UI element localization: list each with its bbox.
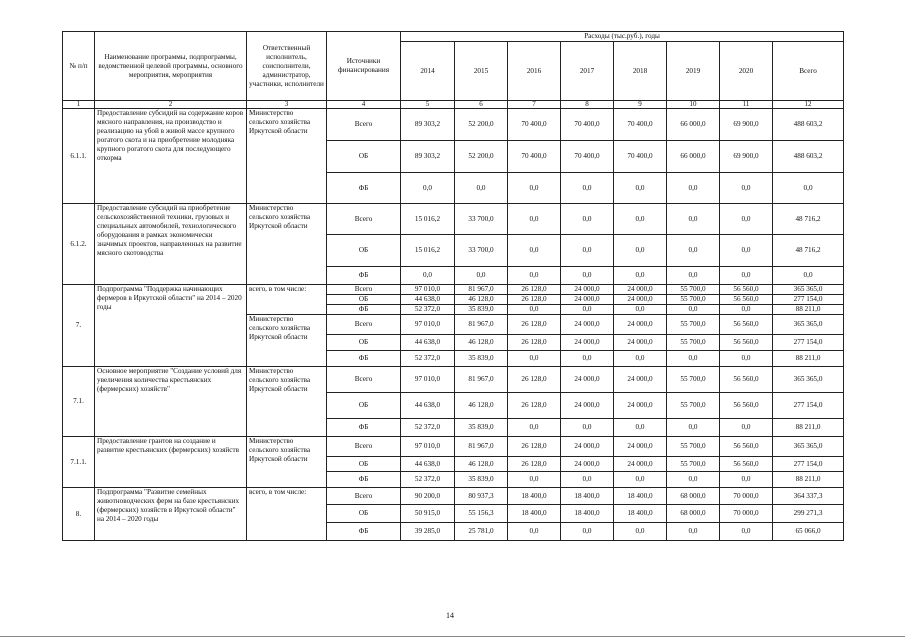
year-value: 0,0 <box>508 204 561 235</box>
year-value: 0,0 <box>614 235 667 267</box>
year-value: 0,0 <box>720 235 773 267</box>
year-value: 0,0 <box>508 351 561 367</box>
year-value: 18 400,0 <box>508 505 561 523</box>
funding-source: Всего <box>327 488 401 505</box>
year-value: 0,0 <box>455 173 508 204</box>
year-value: 69 900,0 <box>720 141 773 173</box>
column-numbers-row <box>63 101 844 109</box>
row-number: 6.1.2. <box>63 204 95 285</box>
year-value: 56 560,0 <box>720 367 773 393</box>
year-value: 0,0 <box>561 235 614 267</box>
year-value: 0,0 <box>720 419 773 437</box>
year-value: 56 560,0 <box>720 393 773 419</box>
year-value: 0,0 <box>667 173 720 204</box>
funding-source: ФБ <box>327 173 401 204</box>
year-value: 24 000,0 <box>561 285 614 295</box>
year-value: 18 400,0 <box>614 488 667 505</box>
year-value: 18 400,0 <box>561 488 614 505</box>
funding-source: ОБ <box>327 457 401 472</box>
funding-source: ФБ <box>327 351 401 367</box>
header-year: 2016 <box>508 42 561 101</box>
year-value: 52 372,0 <box>401 305 455 315</box>
total-value: 88 211,0 <box>773 472 844 488</box>
year-value: 24 000,0 <box>614 437 667 457</box>
year-value: 44 638,0 <box>401 295 455 305</box>
year-value: 0,0 <box>561 173 614 204</box>
year-value: 26 128,0 <box>508 437 561 457</box>
column-number: 3 <box>247 101 327 109</box>
total-value: 48 716,2 <box>773 235 844 267</box>
table-row <box>63 367 844 393</box>
column-number: 1 <box>63 101 95 109</box>
year-value: 52 372,0 <box>401 419 455 437</box>
year-value: 55 700,0 <box>667 437 720 457</box>
year-value: 97 010,0 <box>401 367 455 393</box>
year-value: 0,0 <box>561 472 614 488</box>
year-value: 26 128,0 <box>508 367 561 393</box>
year-value: 55 700,0 <box>667 457 720 472</box>
year-value: 24 000,0 <box>614 457 667 472</box>
year-value: 0,0 <box>508 419 561 437</box>
header-year: 2020 <box>720 42 773 101</box>
year-value: 44 638,0 <box>401 457 455 472</box>
year-value: 0,0 <box>561 523 614 541</box>
year-value: 52 200,0 <box>455 109 508 141</box>
year-value: 0,0 <box>401 173 455 204</box>
year-value: 56 560,0 <box>720 335 773 351</box>
row-responsible: Министерство сельского хозяйства Иркутской области <box>247 109 327 204</box>
column-number: 6 <box>455 101 508 109</box>
funding-source: Всего <box>327 109 401 141</box>
total-value: 488 603,2 <box>773 141 844 173</box>
year-value: 55 700,0 <box>667 285 720 295</box>
total-value: 0,0 <box>773 267 844 285</box>
year-value: 55 156,3 <box>455 505 508 523</box>
year-value: 97 010,0 <box>401 437 455 457</box>
funding-source: Всего <box>327 204 401 235</box>
year-value: 52 200,0 <box>455 141 508 173</box>
year-value: 35 839,0 <box>455 351 508 367</box>
total-value: 88 211,0 <box>773 419 844 437</box>
row-name: Предоставление субсидий на приобретение сельскохозяйственной техники, грузовых и специальных автомобилей, технологического оборудования в рамках экономически значимых проектов, направленных на развитие мясного скотоводства <box>95 204 247 285</box>
year-value: 24 000,0 <box>614 295 667 305</box>
year-value: 26 128,0 <box>508 295 561 305</box>
page-number: 14 <box>446 611 454 620</box>
year-value: 26 128,0 <box>508 335 561 351</box>
year-value: 26 128,0 <box>508 393 561 419</box>
table-body <box>63 109 844 541</box>
row-name: Основное мероприятие "Создание условий для увеличения количества крестьянских (фермерских) хозяйств" <box>95 367 247 437</box>
year-value: 55 700,0 <box>667 367 720 393</box>
year-value: 70 400,0 <box>561 141 614 173</box>
year-value: 0,0 <box>720 305 773 315</box>
row-number: 8. <box>63 488 95 541</box>
funding-source: Всего <box>327 437 401 457</box>
year-value: 66 000,0 <box>667 141 720 173</box>
funding-source: ФБ <box>327 523 401 541</box>
total-value: 277 154,0 <box>773 457 844 472</box>
total-value: 277 154,0 <box>773 295 844 305</box>
row-number: 7.1.1. <box>63 437 95 488</box>
year-value: 89 303,2 <box>401 141 455 173</box>
year-value: 70 000,0 <box>720 488 773 505</box>
year-value: 0,0 <box>561 305 614 315</box>
year-value: 70 400,0 <box>614 109 667 141</box>
year-value: 70 400,0 <box>508 141 561 173</box>
funding-source: Всего <box>327 315 401 335</box>
year-value: 0,0 <box>614 419 667 437</box>
funding-source: ОБ <box>327 335 401 351</box>
year-value: 81 967,0 <box>455 285 508 295</box>
year-value: 70 400,0 <box>561 109 614 141</box>
table-row <box>63 285 844 295</box>
year-value: 33 700,0 <box>455 235 508 267</box>
column-number: 10 <box>667 101 720 109</box>
year-value: 39 285,0 <box>401 523 455 541</box>
row-responsible: Министерство сельского хозяйства Иркутской области <box>247 315 327 367</box>
year-value: 0,0 <box>720 204 773 235</box>
year-value: 89 303,2 <box>401 109 455 141</box>
row-name: Предоставление субсидий на содержание коров мясного направления, на производство и реализацию на убой в живой массе крупного рогатого скота и на приобретение молодняка крупного рогатого скота для последующего откорма <box>95 109 247 204</box>
year-value: 0,0 <box>508 235 561 267</box>
year-value: 55 700,0 <box>667 315 720 335</box>
budget-table <box>62 31 844 541</box>
funding-source: ФБ <box>327 267 401 285</box>
year-value: 0,0 <box>508 173 561 204</box>
total-value: 365 365,0 <box>773 315 844 335</box>
year-value: 56 560,0 <box>720 315 773 335</box>
year-value: 66 000,0 <box>667 109 720 141</box>
funding-source: ФБ <box>327 305 401 315</box>
total-value: 88 211,0 <box>773 305 844 315</box>
year-value: 69 900,0 <box>720 109 773 141</box>
year-value: 24 000,0 <box>561 315 614 335</box>
header-total: Всего <box>773 42 844 101</box>
year-value: 70 400,0 <box>614 141 667 173</box>
year-value: 0,0 <box>614 305 667 315</box>
table-row <box>63 437 844 457</box>
header-num: № п/п <box>63 32 95 101</box>
funding-source: ОБ <box>327 393 401 419</box>
total-value: 365 365,0 <box>773 437 844 457</box>
column-number: 2 <box>95 101 247 109</box>
year-value: 56 560,0 <box>720 457 773 472</box>
year-value: 35 839,0 <box>455 472 508 488</box>
year-value: 0,0 <box>667 472 720 488</box>
funding-source: ОБ <box>327 235 401 267</box>
year-value: 55 700,0 <box>667 335 720 351</box>
year-value: 15 016,2 <box>401 235 455 267</box>
year-value: 24 000,0 <box>614 335 667 351</box>
year-value: 55 700,0 <box>667 393 720 419</box>
year-value: 18 400,0 <box>614 505 667 523</box>
header-resp: Ответственный исполнитель, соисполнители, администратор, участники, исполнители <box>247 32 327 101</box>
year-value: 18 400,0 <box>561 505 614 523</box>
funding-source: ОБ <box>327 505 401 523</box>
year-value: 52 372,0 <box>401 472 455 488</box>
year-value: 68 000,0 <box>667 488 720 505</box>
year-value: 26 128,0 <box>508 285 561 295</box>
total-value: 299 271,3 <box>773 505 844 523</box>
year-value: 24 000,0 <box>614 367 667 393</box>
year-value: 97 010,0 <box>401 315 455 335</box>
year-value: 0,0 <box>720 267 773 285</box>
table-row <box>63 204 844 235</box>
year-value: 90 200,0 <box>401 488 455 505</box>
year-value: 35 839,0 <box>455 419 508 437</box>
year-value: 26 128,0 <box>508 457 561 472</box>
year-value: 46 128,0 <box>455 295 508 305</box>
header-expenses: Расходы (тыс.руб.), годы <box>401 32 844 42</box>
year-value: 70 000,0 <box>720 505 773 523</box>
year-value: 46 128,0 <box>455 457 508 472</box>
year-value: 0,0 <box>561 204 614 235</box>
year-value: 70 400,0 <box>508 109 561 141</box>
year-value: 0,0 <box>561 267 614 285</box>
year-value: 0,0 <box>667 351 720 367</box>
year-value: 0,0 <box>508 523 561 541</box>
year-value: 44 638,0 <box>401 335 455 351</box>
year-value: 81 967,0 <box>455 437 508 457</box>
year-value: 0,0 <box>720 523 773 541</box>
year-value: 0,0 <box>614 523 667 541</box>
row-responsible: всего, в том числе: <box>247 285 327 315</box>
year-value: 0,0 <box>720 173 773 204</box>
year-value: 81 967,0 <box>455 315 508 335</box>
year-value: 56 560,0 <box>720 285 773 295</box>
row-responsible: Министерство сельского хозяйства Иркутской области <box>247 204 327 285</box>
column-number: 9 <box>614 101 667 109</box>
year-value: 24 000,0 <box>561 437 614 457</box>
row-responsible: всего, в том числе: <box>247 488 327 541</box>
header-sources: Источники финансирования <box>327 32 401 101</box>
table-row <box>63 488 844 505</box>
year-value: 35 839,0 <box>455 305 508 315</box>
year-value: 0,0 <box>614 173 667 204</box>
year-value: 0,0 <box>667 267 720 285</box>
funding-source: Всего <box>327 367 401 393</box>
total-value: 364 337,3 <box>773 488 844 505</box>
year-value: 0,0 <box>508 267 561 285</box>
row-responsible: Министерство сельского хозяйства Иркутской области <box>247 367 327 437</box>
total-value: 88 211,0 <box>773 351 844 367</box>
year-value: 56 560,0 <box>720 437 773 457</box>
year-value: 0,0 <box>614 204 667 235</box>
header-year: 2018 <box>614 42 667 101</box>
year-value: 24 000,0 <box>561 457 614 472</box>
year-value: 24 000,0 <box>561 393 614 419</box>
year-value: 24 000,0 <box>561 367 614 393</box>
year-value: 68 000,0 <box>667 505 720 523</box>
column-number: 12 <box>773 101 844 109</box>
funding-source: ОБ <box>327 295 401 305</box>
year-value: 0,0 <box>561 419 614 437</box>
year-value: 46 128,0 <box>455 335 508 351</box>
year-value: 33 700,0 <box>455 204 508 235</box>
header-year: 2017 <box>561 42 614 101</box>
year-value: 50 915,0 <box>401 505 455 523</box>
column-number: 4 <box>327 101 401 109</box>
table-row <box>63 109 844 141</box>
total-value: 48 716,2 <box>773 204 844 235</box>
funding-source: ОБ <box>327 141 401 173</box>
funding-source: Всего <box>327 285 401 295</box>
year-value: 0,0 <box>561 351 614 367</box>
column-number: 11 <box>720 101 773 109</box>
column-number: 7 <box>508 101 561 109</box>
year-value: 24 000,0 <box>614 315 667 335</box>
row-name: Подпрограмма "Поддержка начинающих фермеров в Иркутской области" на 2014 – 2020 годы <box>95 285 247 367</box>
year-value: 0,0 <box>667 204 720 235</box>
year-value: 18 400,0 <box>508 488 561 505</box>
column-number: 5 <box>401 101 455 109</box>
header-year: 2015 <box>455 42 508 101</box>
header-year: 2014 <box>401 42 455 101</box>
year-value: 15 016,2 <box>401 204 455 235</box>
year-value: 0,0 <box>720 351 773 367</box>
year-value: 0,0 <box>667 305 720 315</box>
row-name: Предоставление грантов на создание и развитие крестьянских (фермерских) хозяйств <box>95 437 247 488</box>
year-value: 0,0 <box>614 351 667 367</box>
scan-edge-line <box>0 636 905 637</box>
total-value: 0,0 <box>773 173 844 204</box>
year-value: 55 700,0 <box>667 295 720 305</box>
year-value: 0,0 <box>667 235 720 267</box>
year-value: 0,0 <box>667 419 720 437</box>
year-value: 0,0 <box>508 472 561 488</box>
funding-source: ФБ <box>327 472 401 488</box>
year-value: 97 010,0 <box>401 285 455 295</box>
total-value: 277 154,0 <box>773 393 844 419</box>
row-number: 6.1.1. <box>63 109 95 204</box>
year-value: 52 372,0 <box>401 351 455 367</box>
year-value: 56 560,0 <box>720 295 773 305</box>
total-value: 365 365,0 <box>773 285 844 295</box>
year-value: 81 967,0 <box>455 367 508 393</box>
total-value: 65 066,0 <box>773 523 844 541</box>
year-value: 0,0 <box>401 267 455 285</box>
year-value: 0,0 <box>720 472 773 488</box>
year-value: 0,0 <box>614 267 667 285</box>
year-value: 24 000,0 <box>614 285 667 295</box>
row-responsible: Министерство сельского хозяйства Иркутской области <box>247 437 327 488</box>
year-value: 24 000,0 <box>561 295 614 305</box>
row-name: Подпрограмма "Развитие семейных животноводческих ферм на базе крестьянских (фермерских) хозяйств в Иркутской области" на 2014 – 2020 годы <box>95 488 247 541</box>
year-value: 0,0 <box>667 523 720 541</box>
year-value: 0,0 <box>508 305 561 315</box>
funding-source: ФБ <box>327 419 401 437</box>
year-value: 26 128,0 <box>508 315 561 335</box>
total-value: 488 603,2 <box>773 109 844 141</box>
total-value: 277 154,0 <box>773 335 844 351</box>
row-number: 7. <box>63 285 95 367</box>
row-number: 7.1. <box>63 367 95 437</box>
year-value: 44 638,0 <box>401 393 455 419</box>
year-value: 0,0 <box>614 472 667 488</box>
header-year: 2019 <box>667 42 720 101</box>
year-value: 24 000,0 <box>561 335 614 351</box>
year-value: 80 937,3 <box>455 488 508 505</box>
column-number: 8 <box>561 101 614 109</box>
year-value: 0,0 <box>455 267 508 285</box>
year-value: 46 128,0 <box>455 393 508 419</box>
year-value: 25 781,0 <box>455 523 508 541</box>
header-name: Наименование программы, подпрограммы, ведомственной целевой программы, основного мероприятия, мероприятия <box>95 32 247 101</box>
total-value: 365 365,0 <box>773 367 844 393</box>
year-value: 24 000,0 <box>614 393 667 419</box>
